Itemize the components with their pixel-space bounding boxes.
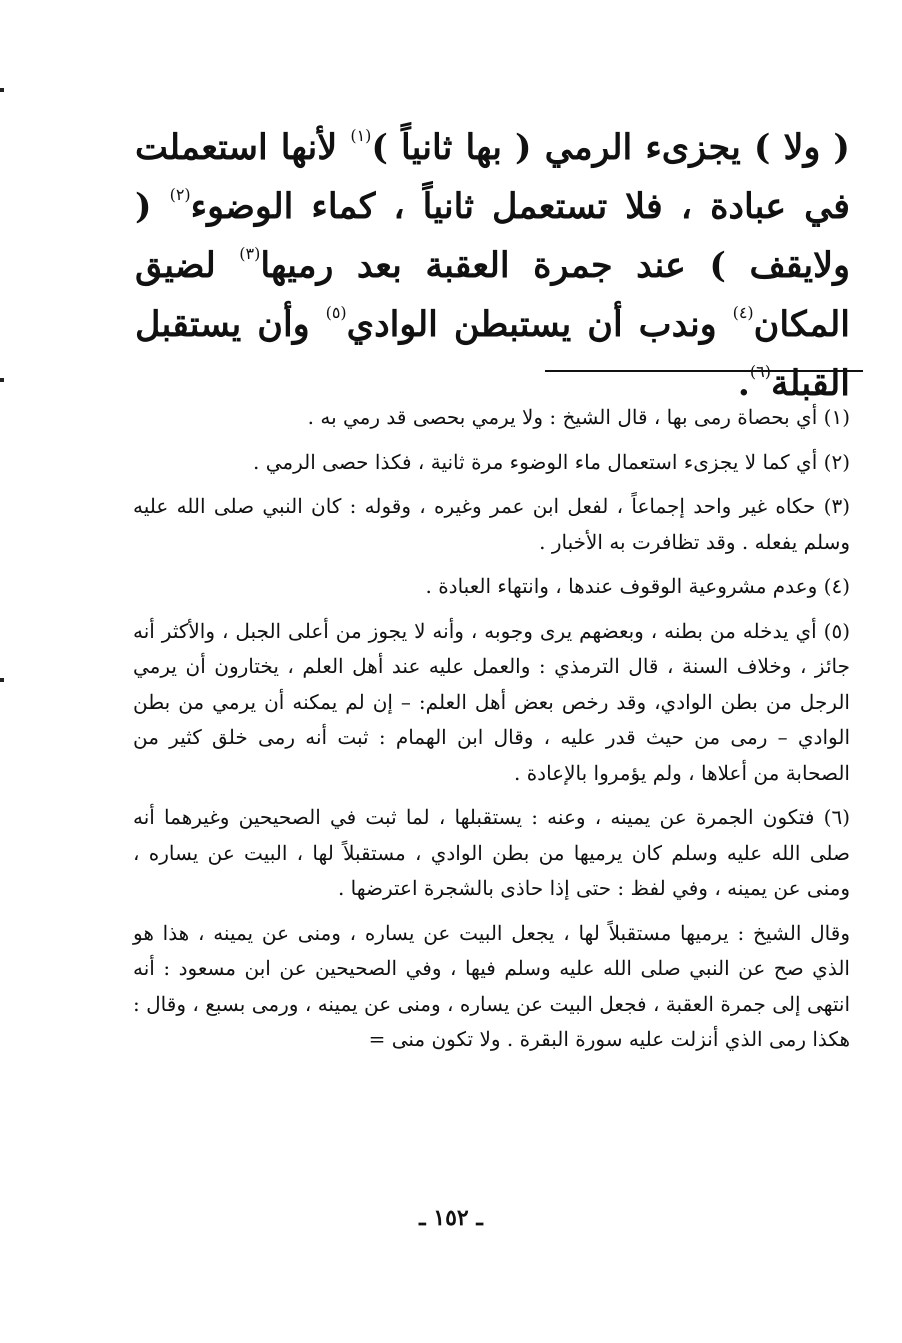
- footnotes: [133, 400, 850, 1067]
- edge-mark: [0, 678, 4, 682]
- edge-mark: [0, 378, 4, 382]
- footnote: (٣) حكاه غير واحد إجماعاً ، لفعل ابن عمر وغيره ، وقوله : كان النبي صلى الله عليه وسلم يفعله . وقد تظافرت به الأخبار .: [133, 494, 850, 554]
- footnote: (٥) أي يدخله من بطنه ، وبعضهم يرى وجوبه ، وأنه لا يجوز من أعلى الجبل ، والأكثر أنه جائز ، وخلاف السنة ، قال الترمذي : والعمل عليه عند أهل العلم ، يختارون أن يرمي الرجل من بطن الوادي، وقد رخص بعض أهل العلم: – إن لم يمكنه أن يرمي من بطن الوادي – رمى من حيث قدر عليه ، وقال ابن الهمام : ثبت أنه رمى خلق كثير من الصحابة من أعلاها ، ولم يؤمروا بالإعادة .: [133, 618, 850, 785]
- main-text-block: [135, 118, 850, 413]
- footnote: (٦) فتكون الجمرة عن يمينه ، وعنه : يستقبلها ، لما ثبت في الصحيحين وغيرهما أنه صلى الله عليه وسلم كان يرميها من بطن الوادي ، مستقبلاً لها ، البيت عن يساره ، ومنى عن يمينه ، وفي لفظ : حتى إذا حاذى بالشجرة اعترضها .: [133, 805, 850, 900]
- footnote: (١) أي بحصاة رمى بها ، قال الشيخ : ولا يرمي بحصى قد رمي به .: [307, 405, 850, 429]
- edge-mark: [0, 88, 4, 92]
- footnote-ref[interactable]: (٤): [732, 303, 754, 322]
- footnote-divider: [545, 370, 863, 372]
- footnote: وقال الشيخ : يرميها مستقبلاً لها ، يجعل البيت عن يساره ، ومنى عن يمينه ، هذا هو الذي صح عن النبي صلى الله عليه وسلم فيها ، وفي الصحيحين عن ابن مسعود : أنه انتهى إلى جمرة العقبة ، فجعل البيت عن يساره ، ومنى عن يمينه ، ورمى بسبع ، وقال : هكذا رمى الذي أنزلت عليه سورة البقرة . ولا تكون منى =: [133, 920, 850, 1051]
- footnote-ref[interactable]: (٣): [239, 244, 261, 263]
- footnote-ref[interactable]: (٥): [325, 303, 347, 322]
- main-text-segment: ( ولا ) يجزىء الرمي ( بها ثانياً ): [371, 127, 850, 168]
- main-text-segment: لأنها استعملت في عبادة ، فلا تستعمل ثانياً ، كماء الوضوء: [135, 127, 850, 227]
- page-number: ـ ١٥٢ ـ: [419, 1205, 483, 1231]
- main-text-segment: ( ولايقف ) عند جمرة العقبة بعد رميها: [135, 186, 851, 286]
- main-text-segment: وأن يستقبل القبلة: [135, 304, 850, 404]
- main-paragraph: [135, 118, 850, 413]
- footnote-ref[interactable]: (٦): [749, 362, 771, 381]
- footnote: (٤) وعدم مشروعية الوقوف عندها ، وانتهاء العبادة .: [425, 574, 850, 598]
- main-text-segment: وندب أن يستبطن الوادي: [346, 304, 733, 345]
- footnote-ref[interactable]: (١): [350, 126, 372, 145]
- footnote-ref[interactable]: (٢): [169, 185, 191, 204]
- main-text-segment: .: [737, 363, 750, 404]
- footnote: (٢) أي كما لا يجزىء استعمال ماء الوضوء مرة ثانية ، فكذا حصى الرمي .: [253, 449, 850, 474]
- main-text-segment: لضيق المكان: [135, 245, 850, 345]
